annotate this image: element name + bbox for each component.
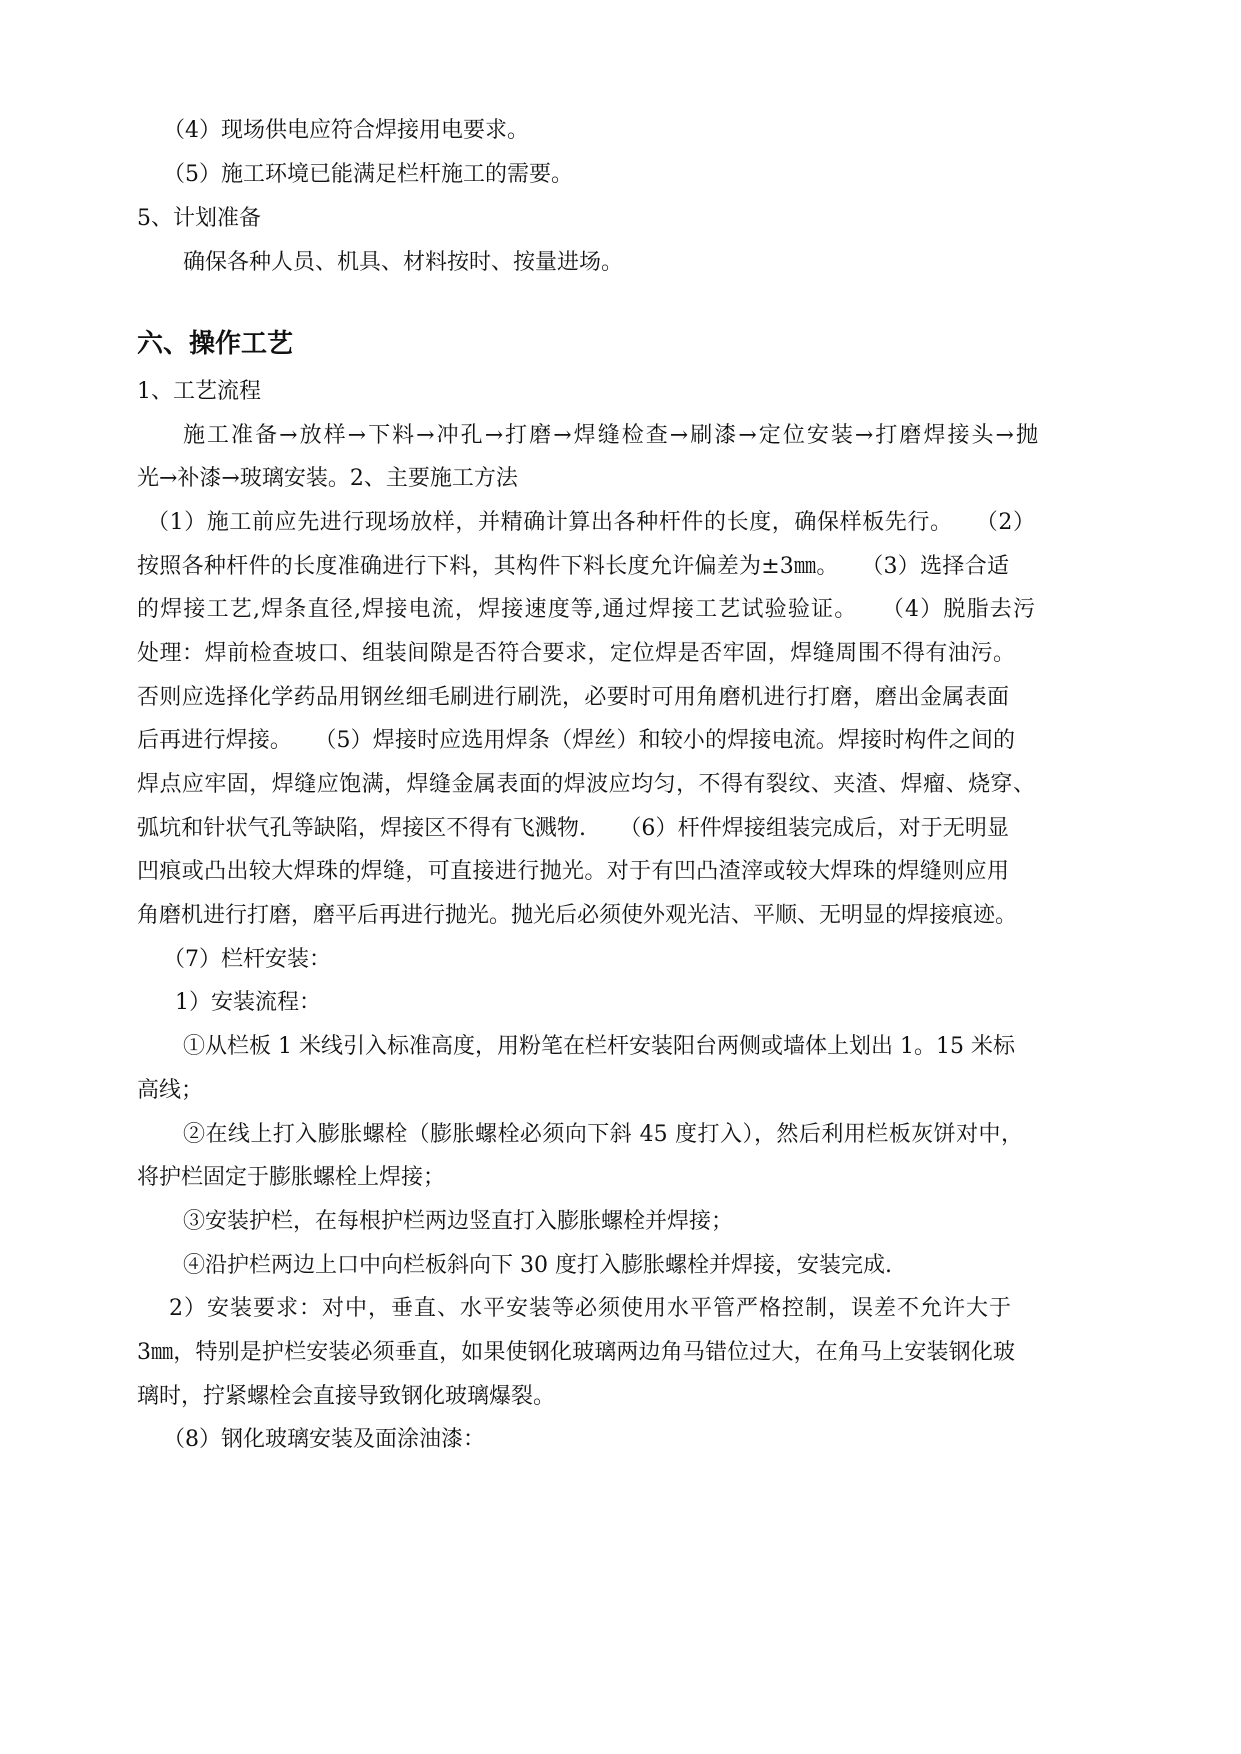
process-flow-line-1: 施工准备→放样→下料→冲孔→打磨→焊缝检查→刷漆→定位安装→打磨焊接头→抛 — [183, 423, 1038, 448]
flow-step-4: ④沿护栏两边上口中向栏板斜向下 30 度打入膨胀螺栓并焊接，安装完成. — [183, 1253, 892, 1278]
item-5-environment: （5）施工环境已能满足栏杆施工的需要。 — [163, 162, 573, 187]
flow-step-1-line-2: 高线； — [137, 1078, 204, 1103]
installation-requirements-line-3: 璃时，拧紧螺栓会直接导致钢化玻璃爆裂。 — [137, 1384, 556, 1409]
method-line-7: 焊点应牢固，焊缝应饱满，焊缝金属表面的焊波应均匀，不得有裂纹、夹渣、焊瘤、烧穿、 — [137, 772, 1035, 797]
item-8-glass-installation: （8）钢化玻璃安装及面涂油漆： — [163, 1427, 485, 1452]
installation-flow-title: 1）安装流程： — [175, 990, 321, 1015]
method-line-8: 弧坑和针状气孔等缺陷，焊接区不得有飞溅物. （6）杆件焊接组装完成后，对于无明显 — [137, 816, 1009, 841]
method-line-3: 的焊接工艺,焊条直径,焊接电流，焊接速度等,通过焊接工艺试验验证。 （4）脱脂去污 — [137, 597, 1035, 622]
method-line-9: 凹痕或凸出较大焊珠的焊缝，可直接进行抛光。对于有凹凸渣滓或较大焊珠的焊缝则应用 — [137, 859, 1009, 884]
item-4-power-supply: （4）现场供电应符合焊接用电要求。 — [163, 118, 529, 143]
flow-step-2-line-2: 将护栏固定于膨胀螺栓上焊接； — [137, 1165, 446, 1190]
method-line-4: 处理：焊前检查坡口、组装间隙是否符合要求，定位焊是否牢固，焊缝周围不得有油污。 — [137, 641, 1015, 666]
flow-step-2-line-1: ②在线上打入膨胀螺栓（膨胀螺栓必须向下斜 45 度打入），然后利用栏板灰饼对中， — [183, 1122, 1023, 1147]
subsection-1-process-flow: 1、工艺流程 — [137, 379, 261, 404]
item-7-railing-installation: （7）栏杆安装： — [163, 947, 331, 972]
process-flow-line-2: 光→补漆→玻璃安装。2、主要施工方法 — [137, 466, 518, 491]
flow-step-3: ③安装护栏，在每根护栏两边竖直打入膨胀螺栓并焊接； — [183, 1209, 734, 1234]
method-line-6: 后再进行焊接。 （5）焊接时应选用焊条（焊丝）和较小的焊接电流。焊接时构件之间的 — [137, 728, 1015, 753]
method-line-10: 角磨机进行打磨，磨平后再进行抛光。抛光后必须使外观光洁、平顺、无明显的焊接痕迹。 — [137, 903, 1018, 928]
method-line-5: 否则应选择化学药品用钢丝细毛刷进行刷洗，必要时可用角磨机进行打磨，磨出金属表面 — [137, 685, 1009, 710]
section-5-plan-preparation: 5、计划准备 — [137, 206, 261, 231]
installation-requirements-line-1: 2）安装要求：对中，垂直、水平安装等必须使用水平管严格控制，误差不允许大于 — [169, 1296, 1011, 1321]
plan-preparation-text: 确保各种人员、机具、材料按时、按量进场。 — [183, 250, 624, 275]
section-heading-operation-process: 六、操作工艺 — [137, 329, 294, 359]
method-line-2: 按照各种杆件的长度准确进行下料，其构件下料长度允许偏差为±3㎜。 （3）选择合适 — [137, 554, 1009, 579]
installation-requirements-line-2: 3㎜，特别是护栏安装必须垂直，如果使钢化玻璃两边角马错位过大，在角马上安装钢化玻 — [137, 1340, 1015, 1365]
method-line-1: （1）施工前应先进行现场放样，并精确计算出各种杆件的长度，确保样板先行。 （2） — [147, 510, 1035, 535]
flow-step-1-line-1: ①从栏板 1 米线引入标准高度，用粉笔在栏杆安装阳台两侧或墙体上划出 1。15 米标 — [183, 1034, 1015, 1059]
